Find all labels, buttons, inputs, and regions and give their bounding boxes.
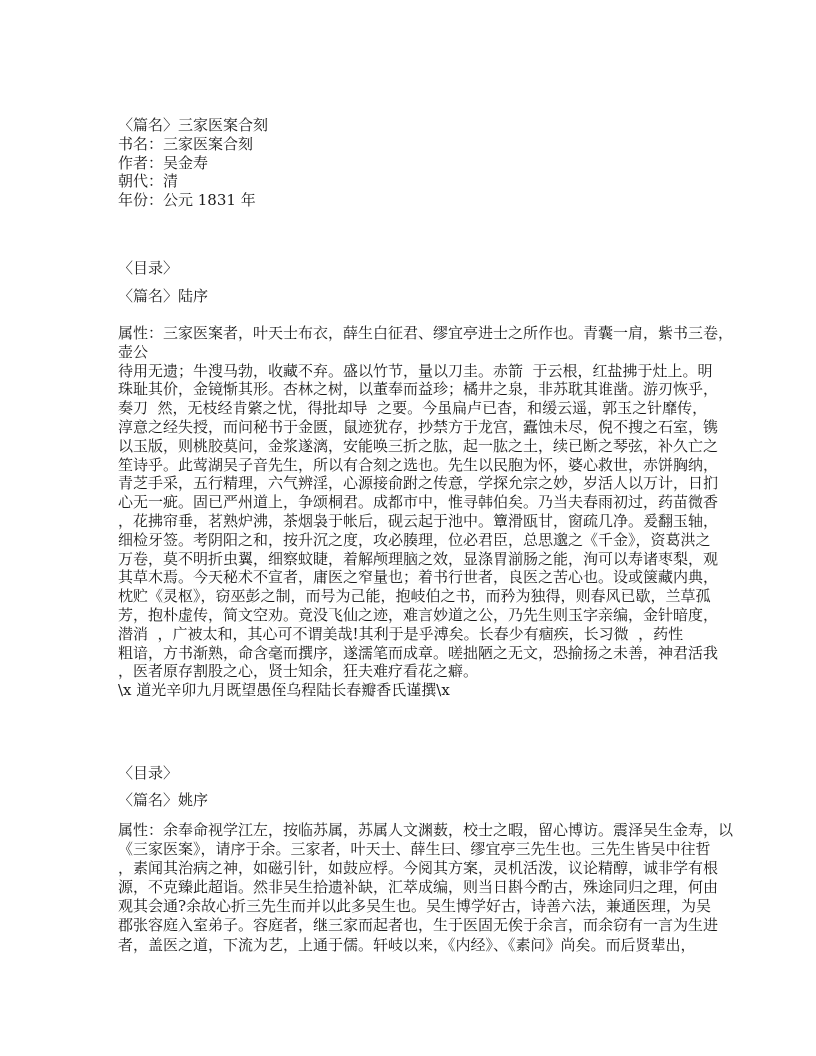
- text-line: 以玉版，则桃胶莫问，金浆遂漓，安能唤三折之肱，起一肱之土，续已断之琴弦，补久亡之: [118, 436, 719, 455]
- text-line: 粗谙，方书渐熟，命含毫而撰序，遂濡笔而成章。嗟拙陋之无文，恐揄扬之未善，神君活我: [118, 643, 719, 662]
- text-line: ，医者原存割股之心，贤士知余，狂夫难疗看花之癖。: [118, 662, 479, 681]
- section-body: [118, 324, 733, 700]
- text-line: 郡张容庭入室弟子。容庭者，继三家而起者也，生于医固无俟于余言，而余窃有一言为生进: [118, 916, 719, 935]
- text-line: 芳，抱朴虚传，简文空劝。竟没飞仙之迹，难言妙道之公，乃先生则玉字亲编，金针暗度，: [118, 605, 719, 624]
- text-line: 者，盖医之道，下流为艺，上通于儒。轩岐以来，《内经》、《素问》尚矣。而后贤辈出，: [118, 935, 696, 954]
- text-line: ，花拂帘垂，茗熟炉沸，茶烟袅于帐后，砚云起于池中。簟滑瓯甘，窗疏几净。爰翻玉轴，: [118, 511, 719, 530]
- text-line: 奏刀 然，无枝经肯綮之忧，得批却导 之要。今虽扁卢已杳，和缓云遥，郭玉之针靡传，: [118, 399, 708, 418]
- text-line: 笙诗乎。此莺湖吴子音先生，所以有合刻之选也。先生以民胞为怀，婆心救世，赤饼胸纳，: [118, 455, 719, 474]
- text-line: 观其会通?余故心折三先生而并以此多吴生也。吴生博学好古，诗善六法，兼通医理，为吴: [118, 897, 712, 916]
- text-line: \x 道光辛卯九月既望愚侄乌程陆长春瓣香氏谨撰\x: [118, 681, 450, 700]
- header-line: 年份：公元 1831 年: [118, 191, 256, 210]
- toc-label: 〈目录〉: [118, 259, 179, 277]
- header-line: 书名：三家医案合刻: [118, 134, 254, 153]
- text-line: 枕贮《灵枢》，窃巫彭之制，而号为己能，抱岐伯之书，而矜为独得，则春风已歇，兰草孤: [118, 587, 711, 606]
- text-line: 《三家医案》，请序于余。三家者，叶天士、薛生曰、缪宜亭三先生也。三先生皆吴中往哲: [118, 840, 711, 859]
- text-line: 心无一疵。固已严州道上，争颂桐君。成都市中，惟寻韩伯矣。乃当夫春雨初过，药苗微香: [118, 493, 719, 512]
- header-line: 朝代：清: [118, 172, 179, 191]
- section-body: [118, 821, 733, 955]
- text-line: 源，不克臻此超诣。然非吴生拾遗补缺，汇萃成编，则当日斟今酌古，殊途同归之理，何由: [118, 878, 719, 897]
- text-line: 潜消 ，广被太和，其心可不谓美哉!其利于是乎溥矣。长春少有痼疾，长习微 ，药性: [118, 624, 684, 643]
- text-line: 珠耻其价，金镜惭其形。杏林之树，以董奉而益珍；橘井之泉，非苏耽其谁凿。游刃恢乎，: [118, 380, 719, 399]
- section-title: 〈篇名〉姚序: [118, 791, 209, 809]
- header-line: 〈篇名〉三家医案合刻: [118, 116, 269, 134]
- text-line: 壶公: [118, 342, 149, 361]
- document-header: [118, 116, 268, 210]
- section-title: 〈篇名〉陆序: [118, 287, 209, 305]
- text-line: 青芝手采，五行精理，六气辨淫，心源接俞跗之传意，学探允宗之妙，岁活人以万计，日扪: [118, 474, 719, 493]
- header-line: 作者：吴金寿: [118, 153, 209, 172]
- text-line: 属性：三家医案者，叶天士布衣，薛生白征君、缪宜亭进士之所作也。青囊一肩，紫书三卷，: [118, 324, 734, 342]
- toc-label: 〈目录〉: [118, 764, 179, 782]
- text-line: 其草木焉。今天秘术不宣者，庸医之窄量也；着书行世者，良医之苦心也。设或箧藏内典，: [118, 568, 719, 587]
- text-line: 万卷，莫不明折虫翼，细察蚊睫，着解颅理脑之效，显涤胃湔肠之能，洵可以寿诸枣梨，观: [118, 549, 719, 568]
- text-line: 淳意之经失授，而问秘书于金匮，鼠迹犹存，抄禁方于龙宫，蠹蚀未尽，倪不搜之石室，镌: [118, 417, 719, 436]
- text-line: 属性：余奉命视学江左，按临苏属，苏属人文渊薮，校士之暇，留心博访。震泽吴生金寿，以: [118, 821, 734, 839]
- text-line: 细检牙签。考阴阳之和，按升沉之度，攻必腠理，位必君臣，总思邈之《千金》，资葛洪之: [118, 530, 711, 549]
- text-line: ，素闻其治病之神，如磁引针，如鼓应桴。今阅其方案，灵机活泼，议论精醇，诚非学有根: [118, 859, 719, 878]
- text-line: 待用无遗；牛溲马勃，收藏不弃。盛以竹节，量以刀圭。赤箭 于云根，红盐拂于灶上。明: [118, 361, 713, 380]
